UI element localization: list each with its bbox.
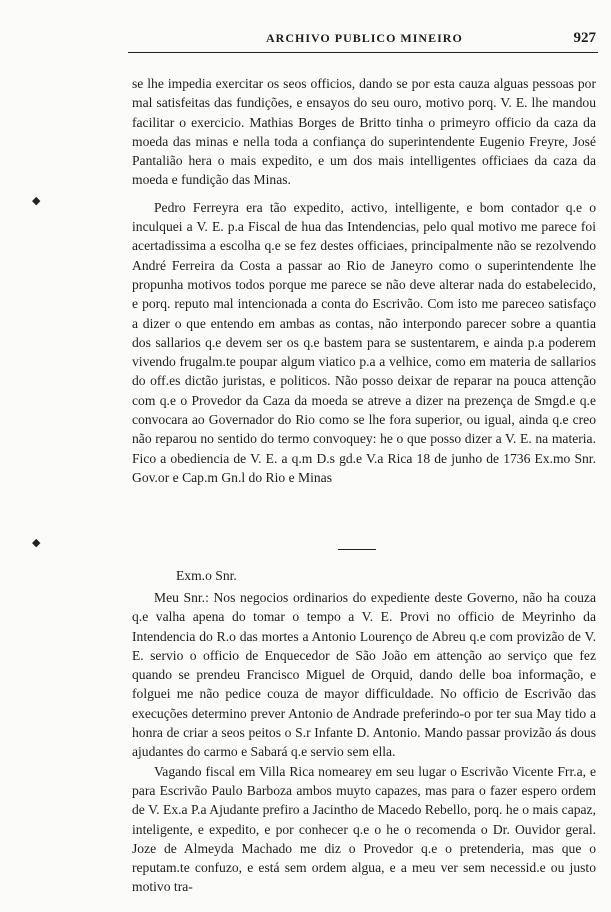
letter-2-paragraph-2: Vagando fiscal em Villa Rica nomearey em seu lugar o Escrivão Vicente Frr.a, e para Escrivão Paulo Barboza ambos muyto capazes, mas para o fazer espero ordem de V. Ex.a P.a Ajudante prefiro a Jacintho de Macedo Rebello, porq. he o mais capaz, inteligente, e expedito, e por conhecer q.e o he o recomenda o Dr. Ouvidor geral. Joze de Almeyda Machado me diz o Provedor q.e o pretenderia, mas que o reputam.te confuzo, e está sem ordem algua, e a meu ver sem necessid.e ou justo motivo tra- bbox=[132, 763, 596, 895]
page-number: 927 bbox=[573, 30, 596, 46]
letter-1 bbox=[132, 74, 596, 487]
letter-2 bbox=[132, 588, 596, 897]
header-rule bbox=[128, 52, 598, 53]
section-separator bbox=[338, 549, 376, 550]
letter-1-paragraph-2: Pedro Ferreyra era tão expedito, activo, intelligente, e bom contador q.e o inculquei a V. E. p.a Fiscal de hua das Intendencias, pelo qual motivo me parece foi acertadissima a escolha q.e se fez destes officiaes, principalmente não se rezolvendo André Ferreira da Costa a passar ao Rio de Janeyro como o superintendente lhe propunha motivos todos porque me parece se não deve alterar nada do estabelecido, e porq. reputo mal intencionada a conta do Escrivão. Com isto me pareceo satisfaço a dizer o que entendo em ambas as contas, não interpondo parecer sobre a quantia dos sallarios q.e devem ser os q.e bastem para se sustentarem, e ainda p.a poderem vivendo frugalm.te poupar algum viatico p.a a velhice, como em materia de sallarios do off.es dictão juristas, e politicos. Não posso deixar de reparar na pouca attenção com q.e o Provedor da Caza da moeda se atreve a dizer na prezença de Smgd.e q.e convocara ao Governador do Rio como se lhe fora superior, ou igual, ainda q.e creo não reparou no sentido do termo convoquey: he o que posso dizer a V. E. na materia. Fico a obediencia de V. E. a q.m D.s gd.e V.a Rica 18 de junho de 1736 Ex.mo Snr. Gov.or e Cap.m Gn.l do Rio e Minas bbox=[132, 199, 596, 485]
letter-1-paragraph-1: se lhe impedia exercitar os seos officios, dando se por esta cauza alguas pessoas por mal satisfeitas das fundições, e ensayos do seu ouro, motivo porq. V. E. lhe mandou facilitar o exercicio. Mathias Borges de Britto tinha o primeyro officio da caza da moeda das minas e nella toda a confiança do superintendente Eugenio Freyre, José Pantalião hera o mais expedito, e um dos mais intelligentes officiaes da caza da moeda e fundição das Minas. bbox=[132, 76, 596, 188]
letter-2-paragraph-1: Meu Snr.: Nos negocios ordinarios do expediente deste Governo, não ha couza q.e valha apena do tomar o tempo a V. E. Provi no officio de Meyrinho da Intendencia do R.o das mortes a Antonio Lourenço de Abreu q.e com provizão de V. E. servio o officio de Enquecedor de São João em attenção ao serviço que fez quando se prendeu Francisco Miguel de Orquid, dando delle boa informação, e folguei me não pedice couza de mayor difficuldade. No officio de Escrivão das execuções determino prever Antonio de Andrade preferindo-o por ter sua May tido a honra de criar a seos peitos o S.r Infante D. Antonio. Mando passar provizão ás dous ajudantes do carmo e Sabará q.e servio sem ella. bbox=[132, 590, 596, 760]
margin-mark: ◆ bbox=[32, 195, 41, 207]
margin-mark: ◆ bbox=[32, 537, 41, 549]
running-title: ARCHIVO PUBLICO MINEIRO bbox=[266, 31, 463, 45]
page-header bbox=[130, 30, 596, 50]
letter-2-salutation: Exm.o Snr. bbox=[176, 568, 237, 583]
